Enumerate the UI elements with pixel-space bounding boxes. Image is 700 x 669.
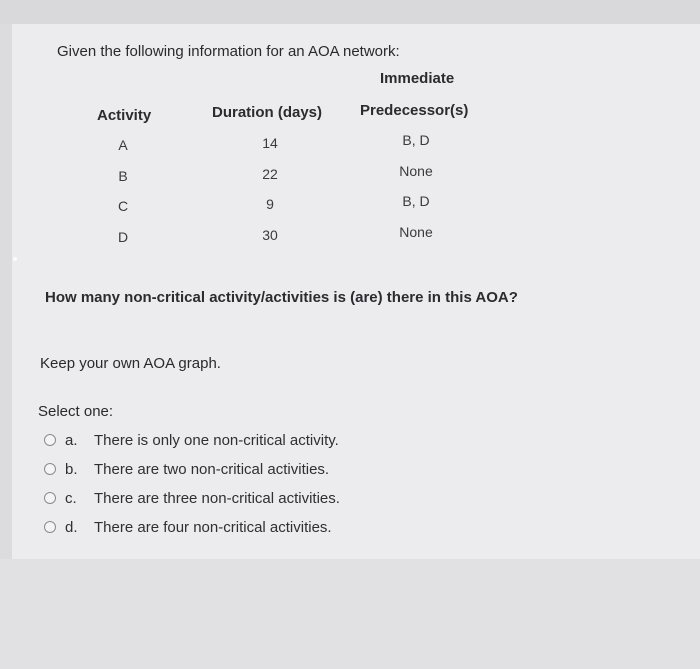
cell-duration: 30 [262,227,278,243]
cell-activity: B [118,168,128,184]
top-strip [0,0,700,24]
intro-text: Given the following information for an AOA network: [57,43,400,60]
option-letter: d. [65,518,78,536]
cell-predecessors: None [399,224,433,240]
cell-predecessors: B, D [402,193,430,209]
option-text: There are two non-critical activities. [94,460,330,478]
option-d[interactable] [44,517,332,537]
option-text: There are three non-critical activities. [94,489,340,507]
option-letter: c. [65,489,77,507]
header-duration: Duration (days) [212,104,323,121]
cell-predecessors: None [399,163,433,179]
radio-circle-icon[interactable] [44,492,56,504]
header-immediate: Immediate [380,70,455,87]
option-c[interactable] [44,488,340,508]
instruction-note: Keep your own AOA graph. [40,355,221,372]
option-letter: b. [65,460,78,478]
radio-circle-icon[interactable] [44,521,56,533]
select-prompt: Select one: [38,403,114,420]
radio-circle-icon[interactable] [44,463,56,475]
option-text: There are four non-critical activities. [94,518,332,536]
question-text: How many non-critical activity/activities is (are) there in this AOA? [45,289,518,306]
header-activity: Activity [97,107,152,124]
option-b[interactable] [44,459,329,479]
option-text: There is only one non-critical activity. [94,431,339,449]
cell-activity: D [117,229,129,245]
header-predecessors: Predecessor(s) [360,102,469,119]
screen-glare [13,257,17,261]
bottom-area [0,559,700,669]
cell-duration: 22 [262,166,278,182]
radio-circle-icon[interactable] [44,434,56,446]
cell-predecessors: B, D [402,132,430,148]
cell-activity: C [117,198,129,214]
cell-duration: 14 [262,135,278,151]
cell-activity: A [118,137,128,153]
option-letter: a. [65,431,78,449]
cell-duration: 9 [266,196,274,212]
option-a[interactable] [44,430,339,450]
